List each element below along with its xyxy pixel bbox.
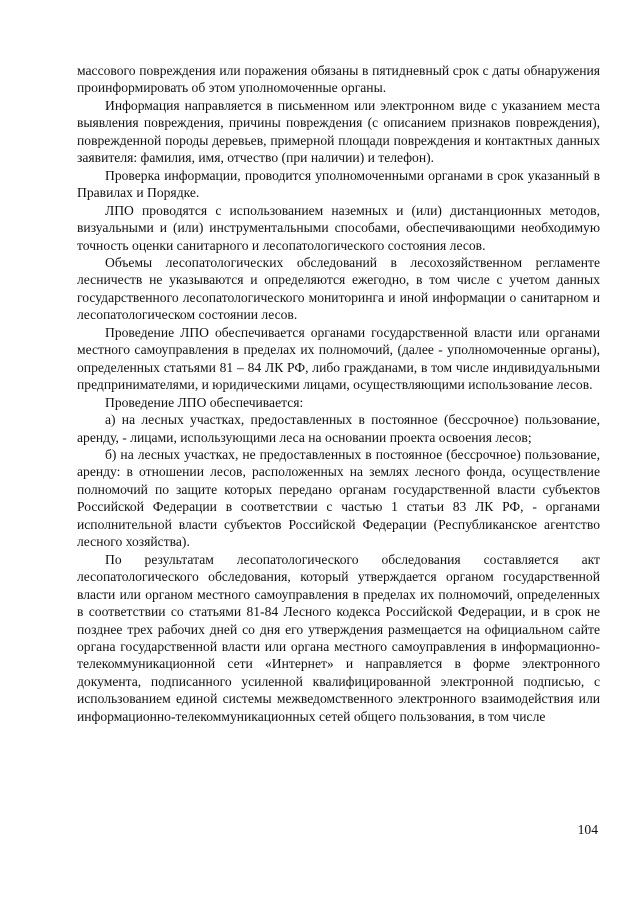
paragraph-information-submission: Информация направляется в письменном или электронном виде с указанием места выявления повреждения, причины повреждения (с описанием признаков повреждения), поврежденной породы деревьев, примерной площади повреждения и контактных данных заявителя: фамилия, имя, отчество (при наличии) и телефон). xyxy=(77,97,600,166)
paragraph-lpo-provided-by: Проведение ЛПО обеспечивается: xyxy=(105,394,304,410)
page-number: 104 xyxy=(577,822,598,837)
document-body xyxy=(77,62,600,725)
paragraph-lpo-responsibility: Проведение ЛПО обеспечивается органами государственной власти или органами местного самоуправления в пределах их полномочий, (далее - уполномоченные органы), определенных статьями 81 – 84 ЛК РФ, либо гражданами, в том числе индивидуальными предпринимателями, и юридическими лицами, осуществляющими использование лесов. xyxy=(77,324,600,393)
list-item-a: а) на лесных участках, предоставленных в постоянное (бессрочное) пользование, аренду, - лицами, использующими леса на основании проекта освоения лесов; xyxy=(77,412,600,445)
paragraph-continuation: массового повреждения или поражения обязаны в пятидневный срок с даты обнаружения проинформировать об этом уполномоченные органы. xyxy=(77,63,600,96)
paragraph-survey-results: По результатам лесопатологического обследования составляется акт лесопатологического обследования, который утверждается органом государственной власти или органом местного самоуправления в пределах их полномочий, определенных в соответствии со статьями 81-84 Лесного кодекса Российской Федерации, и в срок не позднее трех рабочих дней со дня его утверждения размещается на официальном сайте органа государственной власти или органа местного самоуправления в информационно-телекоммуникационной сети «Интернет» и направляется в форме электронного документа, подписанного усиленной квалифицированной электронной подписью, с использованием единой системы межведомственного электронного взаимодействия или информационно-телекоммуникационных сетей общего пользования, в том числе xyxy=(77,551,600,724)
paragraph-lpo-methods: ЛПО проводятся с использованием наземных и (или) дистанционных методов, визуальными и (или) инструментальными способами, обеспечивающими необходимую точность оценки санитарного и лесопатологического состояния лесов. xyxy=(77,202,600,253)
list-item-b: б) на лесных участках, не предоставленных в постоянное (бессрочное) пользование, аренду: в отношении лесов, расположенных на землях лесного фонда, осуществление полномочий по защите которых передано органам государственной власти субъектов Российской Федерации в соответствии с частью 1 статьи 83 ЛК РФ, - органами исполнительной власти субъектов Российской Федерации (Республиканское агентство лесного хозяйства). xyxy=(77,446,600,550)
paragraph-information-check: Проверка информации, проводится уполномоченными органами в срок указанный в Правилах и Порядке. xyxy=(77,167,600,201)
paragraph-survey-volumes: Объемы лесопатологических обследований в лесохозяйственном регламенте лесничеств не указываются и определяются ежегодно, в том числе с учетом данных государственного лесопатологического мониторинга и иной информации о санитарном и лесопатологическом состоянии лесов. xyxy=(77,254,600,323)
